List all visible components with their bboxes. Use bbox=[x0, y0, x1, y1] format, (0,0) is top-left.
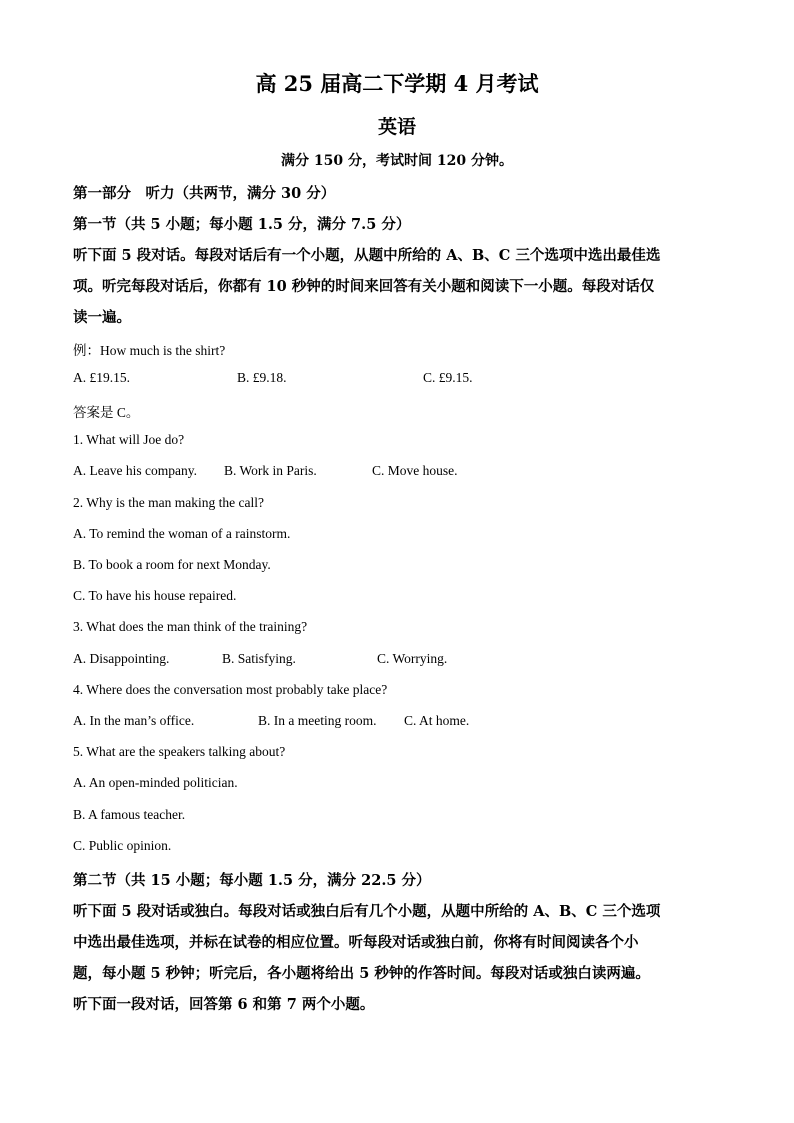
example-option-b: B. £9.18. bbox=[237, 370, 287, 385]
question-4-option-b: B. In a meeting room. bbox=[258, 713, 377, 728]
question-1-option-a: A. Leave his company. bbox=[73, 463, 197, 478]
example-option-c: C. £9.15. bbox=[423, 370, 473, 385]
part1-heading: 第一部分 听力（共两节，满分 30 分） bbox=[73, 185, 336, 202]
subject-title: 英语 bbox=[377, 116, 416, 138]
question-2-option-a: A. To remind the woman of a rainstorm. bbox=[73, 526, 291, 541]
question-2-option-c: C. To have his house repaired. bbox=[73, 588, 237, 603]
question-4: 4. Where does the conversation most probably take place? bbox=[73, 682, 388, 697]
example-answer: 答案是 C。 bbox=[73, 405, 140, 420]
question-4-option-c: C. At home. bbox=[404, 713, 470, 728]
example-question: 例：How much is the shirt? bbox=[73, 343, 226, 358]
question-2: 2. Why is the man making the call? bbox=[73, 495, 264, 510]
question-1-option-c: C. Move house. bbox=[372, 463, 458, 478]
question-3-option-a: A. Disappointing. bbox=[73, 651, 170, 666]
question-2-option-b: B. To book a room for next Monday. bbox=[73, 557, 271, 572]
section2-instruction-line: 听下面 5 段对话或独白。每段对话或独白后有几个小题，从题中所给的 A、B、C 三个选项 bbox=[73, 903, 661, 920]
exam-info: 满分 150 分，考试时间 120 分钟。 bbox=[281, 153, 513, 169]
question-5-option-c: C. Public opinion. bbox=[73, 838, 172, 853]
exam-title: 高 25 届高二下学期 4 月考试 bbox=[255, 71, 539, 96]
question-1: 1. What will Joe do? bbox=[73, 432, 185, 447]
section1-instruction-line: 项。听完每段对话后，你都有 10 秒钟的时间来回答有关小题和阅读下一小题。每段对话仅 bbox=[73, 278, 655, 295]
example-option-a: A. £19.15. bbox=[73, 370, 130, 385]
section1-instruction-line: 听下面 5 段对话。每段对话后有一个小题，从题中所给的 A、B、C 三个选项中选出最佳选 bbox=[73, 247, 661, 264]
question-3-option-c: C. Worrying. bbox=[377, 651, 448, 666]
section2-instruction-line: 听下面一段对话，回答第 6 和第 7 两个小题。 bbox=[73, 996, 375, 1013]
question-5-option-a: A. An open-minded politician. bbox=[73, 775, 238, 790]
section2-instruction-line: 中选出最佳选项，并标在试卷的相应位置。听每段对话或独白前，你将有时间阅读各个小 bbox=[73, 934, 639, 951]
section2-instruction-line: 题，每小题 5 秒钟；听完后，各小题将给出 5 秒钟的作答时间。每段对话或独白读两遍。 bbox=[73, 965, 650, 982]
section1-heading: 第一节（共 5 小题；每小题 1.5 分，满分 7.5 分） bbox=[73, 216, 411, 233]
section1-instruction-line: 读一遍。 bbox=[73, 309, 131, 326]
question-4-option-a: A. In the man’s office. bbox=[73, 713, 195, 728]
question-5: 5. What are the speakers talking about? bbox=[73, 744, 286, 759]
question-3-option-b: B. Satisfying. bbox=[222, 651, 296, 666]
question-1-option-b: B. Work in Paris. bbox=[224, 463, 317, 478]
question-5-option-b: B. A famous teacher. bbox=[73, 807, 186, 822]
question-3: 3. What does the man think of the training? bbox=[73, 619, 308, 634]
section2-heading: 第二节（共 15 小题；每小题 1.5 分，满分 22.5 分） bbox=[73, 872, 431, 889]
